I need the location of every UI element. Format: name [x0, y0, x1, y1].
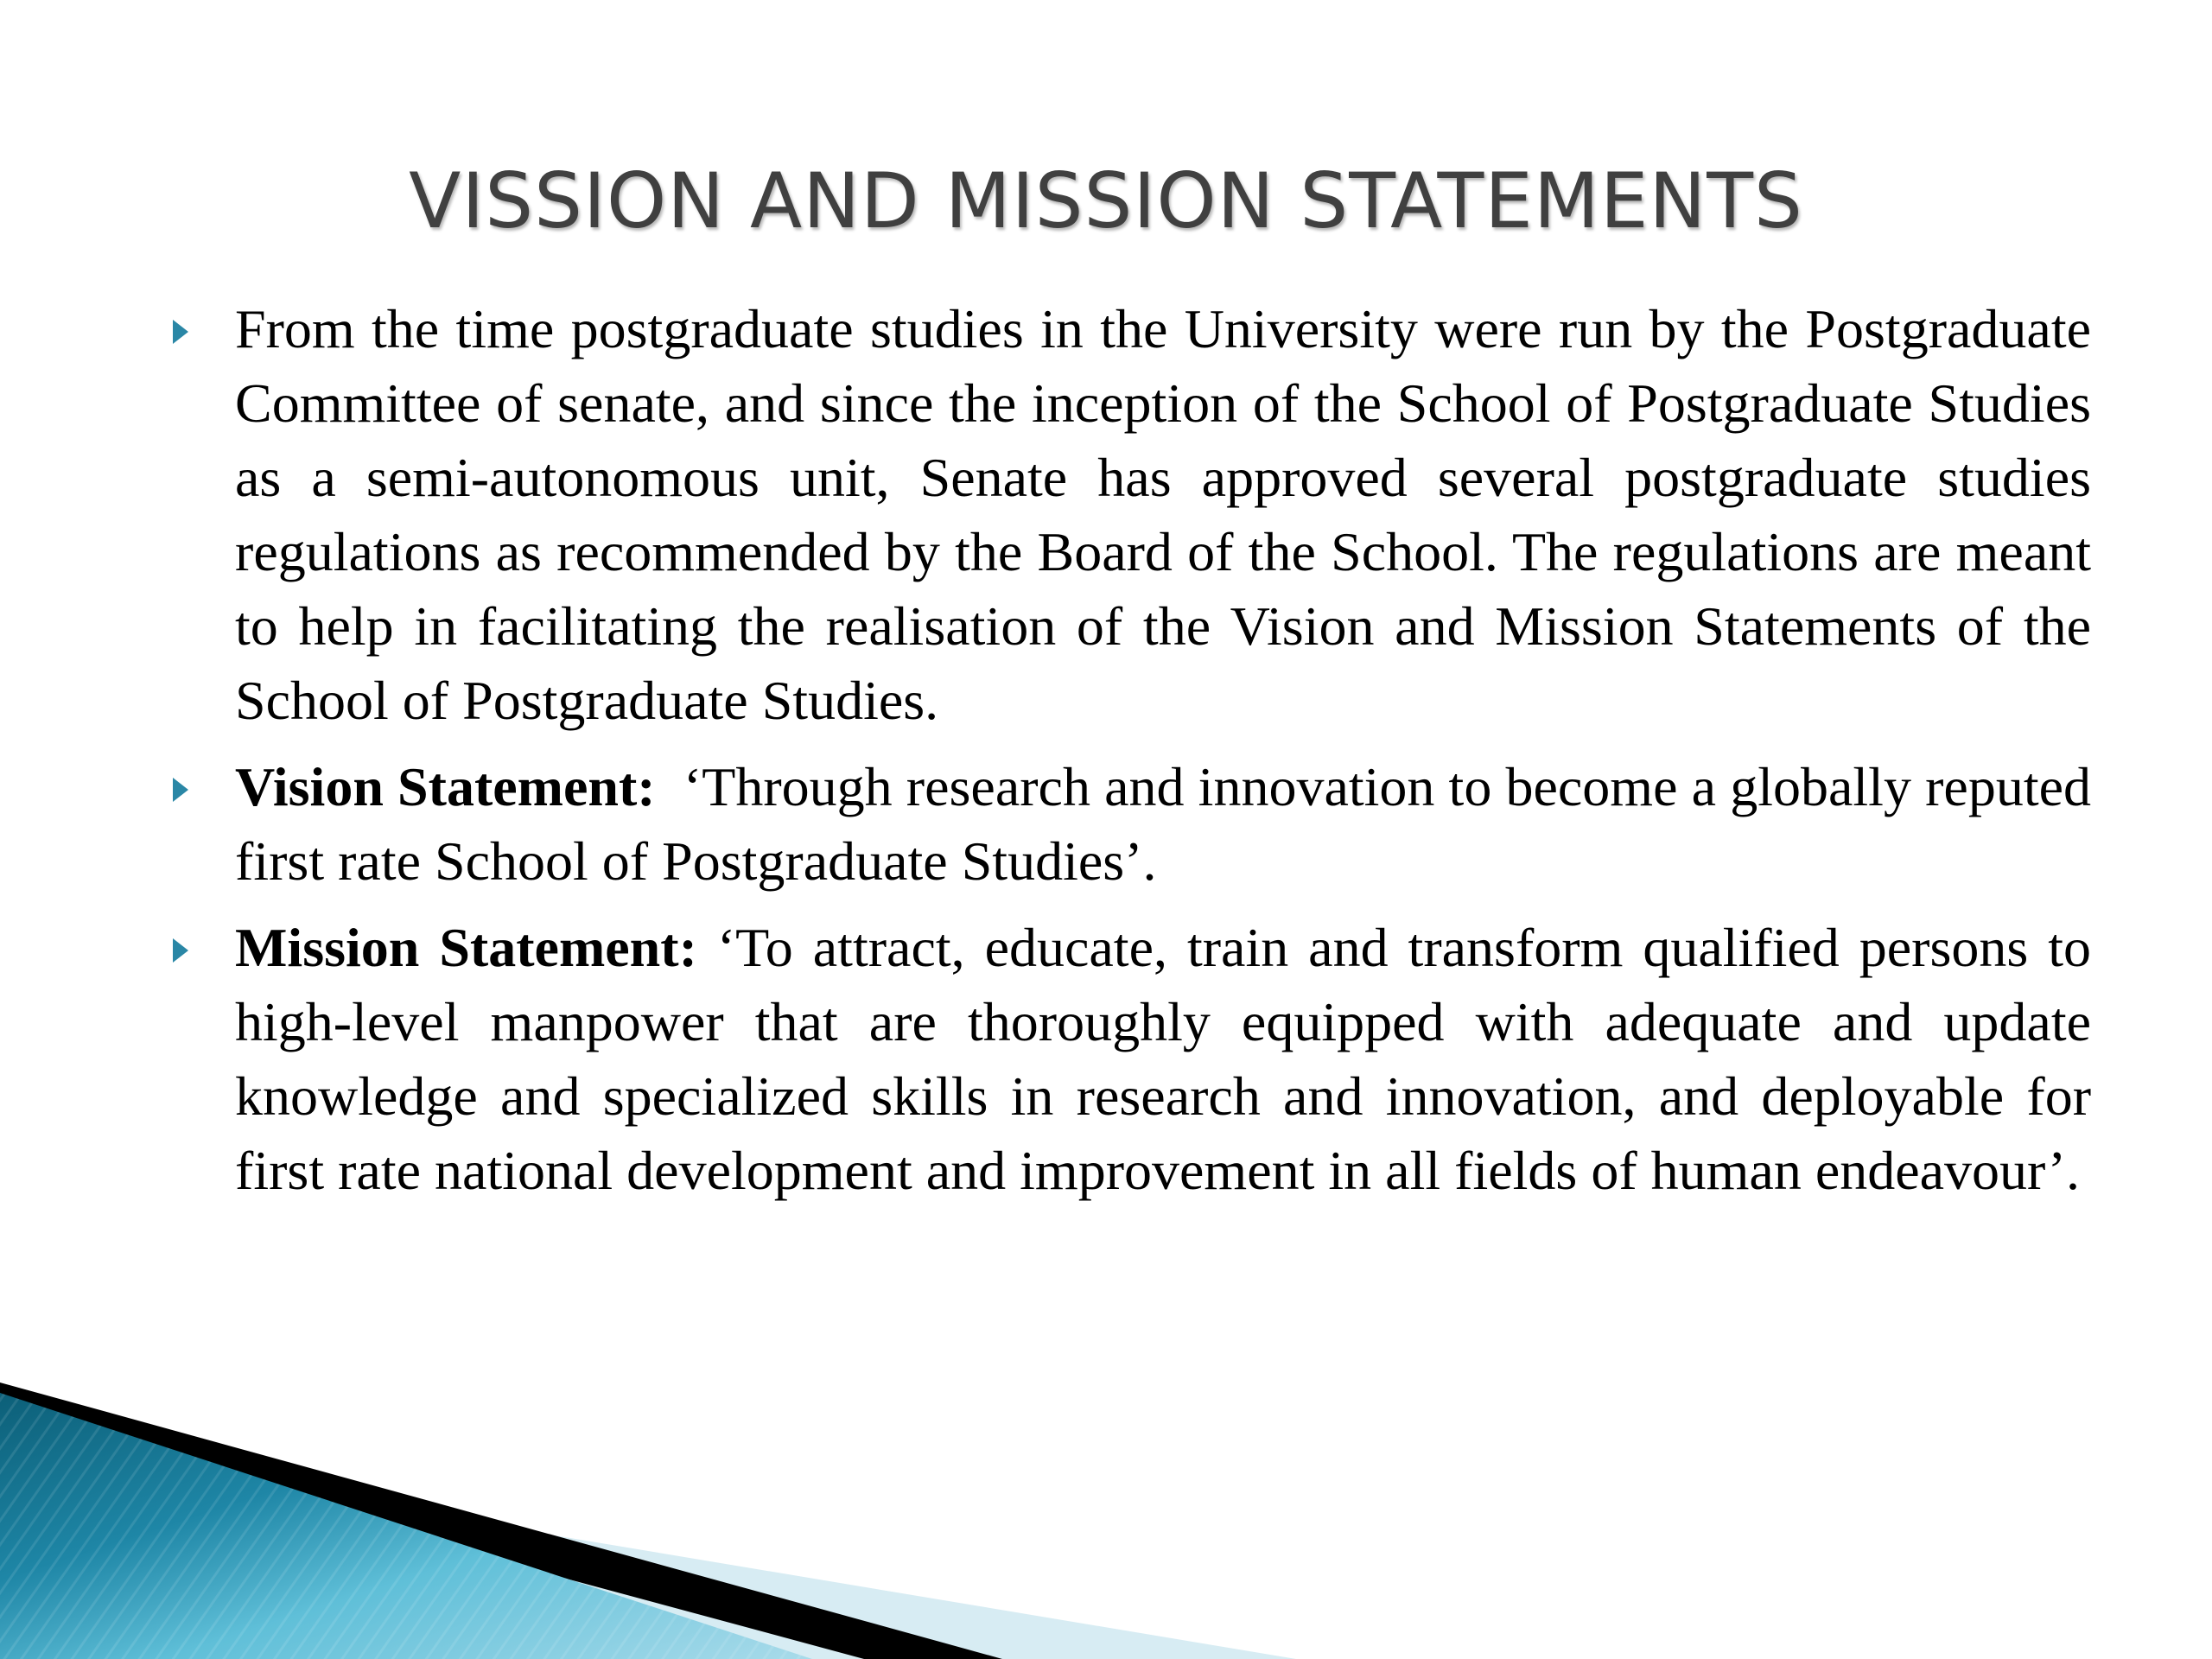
bullet-body: From the time postgraduate studies in the University were run by the Postgraduate Committee of senate, and since the inception of the School of Postgraduate Studies as a semi-autonomous unit, Senate has approved several postgraduate studies regulations as recommended by the Board of the School. The regulations are meant to help in facilitating the realisation of the Vision and Mission Statements of the School of Postgraduate Studies.	[235, 298, 2091, 731]
bullet-text	[235, 750, 2091, 899]
mission-label: Mission Statement:	[235, 917, 697, 978]
light-band-shape	[0, 1443, 1296, 1659]
vision-label: Vision Statement:	[235, 756, 656, 817]
triangle-right-icon	[173, 938, 188, 963]
mission-body: ‘To attract, educate, train and transform qualified persons to high-level manpower that are thoroughly equipped with adequate and update knowledge and specialized skills in research and innovation, and deployable for first rate national development and improvement in all fields of human endeavour’.	[235, 917, 2092, 1201]
bullet-text	[235, 292, 2091, 738]
bullet-list	[164, 292, 2091, 1220]
triangle-right-icon	[173, 778, 188, 802]
bullet-item-intro	[164, 292, 2091, 738]
teal-wedge-shape	[0, 1393, 812, 1659]
black-band-shape	[0, 1382, 1002, 1659]
bullet-item-mission	[164, 911, 2091, 1208]
bullet-text	[235, 911, 2091, 1208]
vision-body: ‘Through research and innovation to become a globally reputed first rate School of Postgraduate Studies’.	[235, 756, 2092, 892]
page-title: VISSION AND MISSION STATEMENTS	[409, 156, 1803, 245]
triangle-right-icon	[173, 320, 188, 344]
bullet-item-vision	[164, 750, 2091, 899]
